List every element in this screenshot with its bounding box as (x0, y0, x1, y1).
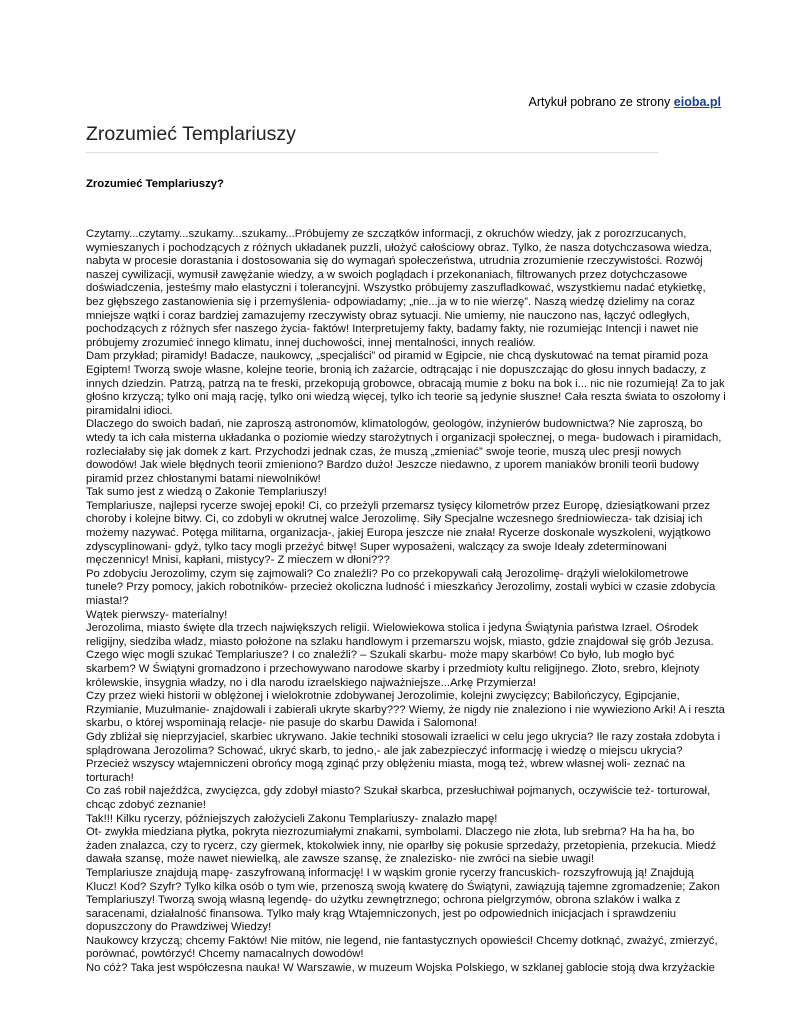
paragraph: Ot- zwykła miedziana płytka, pokryta niezrozumiałymi znakami, symbolami. Dlaczego nie złota, lub srebrna? Ha ha ha, bo żaden znalazca, czy to rycerz, czy giermek, ktokolwiek inny, nie oparłby się pokusie sprzedaży, przetopienia, przekucia. Miedź dawała szansę, może nawet niewielką, ale zawsze szansę, że znalezisko- nie zwróci na siebie uwagi! (86, 826, 716, 866)
paragraph: Czytamy...czytamy...szukamy...szukamy...Próbujemy ze szczątków informacji, z okruchów wiedzy, jak z porozrzucanych, wymieszanych i pochodzących z różnych układanek puzzli, ułożyć całościowy obraz. Tylko, że nasza dotychczasowa wiedza, nabyta w procesie dorastania i dostosowania się do wymagań społeczeństwa, utrudnia zrozumienie rzeczywistości. Rozwój naszej cywilizacji, wymusił zawężanie wiedzy, a w swoich poglądach i przekonaniach, filtrowanych przez dotychczasowe doświadczenia, jesteśmy mało elastyczni i tolerancyjni. Wszystko próbujemy zaszufladkować, wszystkiemu nadać etykietkę, bez głębszego zastanowienia się i przemyślenia- odpowiadamy; „nie...ja w to nie wierzę”. Naszą wiedzę dzielimy na coraz mniejsze wątki i coraz bardziej zamazujemy rzeczywisty obraz sytuacji. Nie umiemy, nie nauczono nas, łączyć odległych, pochodzących z różnych sfer naszego życia- faktów! Interpretujemy fakty, badamy fakty, nie rozumiejąc Intencji i nawet nie próbujemy zrozumieć innego klimatu, innej duchowości, innej mentalności, innych realiów. (86, 228, 712, 349)
paragraph: Dlaczego do swoich badań, nie zaproszą astronomów, klimatologów, geologów, inżynierów budownictwa? Nie zaproszą, bo wtedy ta ich cała misterna układanka o poziomie wiedzy starożytnych i organizacji społecznej, o mega- budowach i piramidach, rozleciałaby się jak domek z kart. Przychodzi jednak czas, że muszą „zmieniać” swoje teorie, muszą ulec presji nowych dowodów! Jak wiele błędnych teorii zmieniono? Bardzo dużo! Jeszcze niedawno, z uporem maniaków bronili teorii budowy piramid przez chłostanymi batami niewolników! (86, 418, 722, 485)
paragraph: Dam przykład; piramidy! Badacze, naukowcy, „specjaliści” od piramid w Egipcie, nie chcą dyskutować na temat piramid poza Egiptem! Tworzą swoje własne, kolejne teorie, bronią ich zażarcie, odtrącając i nie dopuszczając do głosu innych badaczy, z innych dziedzin. Patrzą, patrzą na te freski, przekopują grobowce, obracają mumie z boku na bok i... nic nie rozumieją! Za to jak głośno krzyczą; tylko oni mają rację, tylko oni wiedzą więcej, tylko ich teorie są jedynie słuszne! Cała reszta świata to oszołomy i piramidalni idioci. (86, 350, 726, 417)
paragraph: Tak sumo jest z wiedzą o Zakonie Templariuszy! (86, 486, 327, 499)
paragraph: Czy przez wieki historii w oblężonej i wielokrotnie zdobywanej Jerozolimie, kolejni zwycięzcy; Babilończycy, Egipcjanie, Rzymianie, Muzułmanie- znajdowali i zabierali ukryte skarby??? Wiemy, że nigdy nie znaleziono i nie wywieziono Arki! A i reszta skarbu, o której wspominają relacje- nie pasuje do skarbu Dawida i Salomona! (86, 690, 725, 730)
article-title: Zrozumieć Templariuszy (86, 123, 296, 145)
paragraph: Tak!!! Kilku rycerzy, późniejszych założycieli Zakonu Templariuszy- znalazło mapę! (86, 812, 498, 825)
source-attribution (529, 95, 721, 109)
paragraph: Jerozolima, miasto święte dla trzech największych religii. Wielowiekowa stolica i jedyna Świątynia państwa Izrael. Ośrodek religijny, siedziba władz, miasto położone na szlaku handlowym i przemarszu wojsk, miasto, gdzie znajdował się grób Jezusa. Czego więc mogli szukać Templariusze? I co znaleźli? – Szukali skarbu- może mapy skarbów! Co było, lub mogło być skarbem? W Świątyni gromadzono i przechowywano narodowe skarby i przedmioty kultu religijnego. Złoto, srebro, klejnoty królewskie, insygnia władzy, no i dla narodu izraelskiego najważniejsze...Arkę Przymierza! (86, 622, 714, 689)
paragraph: Wątek pierwszy- materialny! (86, 608, 228, 621)
source-prefix: Artykuł pobrano ze strony (528, 95, 674, 109)
paragraph: Templariusze znajdują mapę- zaszyfrowaną informację! I w wąskim gronie rycerzy francuskich- rozszyfrowują ją! Znajdują Klucz! Kod? Szyfr? Tylko kilka osób o tym wie, przenoszą swoją kwaterę do Świątyni, zawiązują tajemne zgromadzenie; Zakon Templariuszy! Tworzą swoją własną legendę- do użytku zewnętrznego; ochrona pielgrzymów, obrona szlaków i walka z saracenami, działalność finansowa. Tylko mały krąg Wtajemniczonych, jest po odpowiednich inicjacjach i sprawdzeniu dopuszczony do Prawdziwej Wiedzy! (86, 866, 720, 934)
article-body (86, 228, 726, 976)
paragraph: Templariusze, najlepsi rycerze swojej epoki! Ci, co przeżyli przemarsz tysięcy kilometrów przez Europę, dziesiątkowani przez choroby i kolejne bitwy. Ci, co zdobyli w okrutnej walce Jerozolimę. Siły Specjalne wczesnego średniowiecza- tak dzisiaj ich możemy nazywać. Potęga militarna, organizacja-, jakiej Europa jeszcze nie znała! Rycerze doskonale wyszkoleni, wyjątkowo zdyscyplinowani- gdyż, tylko tacy mogli przeżyć bitwę! Super wyposażeni, walczący za swoje Ideały zdeterminowani męczennicy! Mnisi, kapłani, mistycy?- Z mieczem w dłoni??? (86, 499, 711, 567)
paragraph: No cóż? Taka jest współczesna nauka! W Warszawie, w muzeum Wojska Polskiego, w szklanej gablocie stoją dwa krzyżackie (86, 962, 715, 975)
source-link[interactable]: eioba.pl (673, 95, 721, 109)
title-divider (86, 152, 658, 153)
paragraph: Naukowcy krzyczą; chcemy Faktów! Nie mitów, nie legend, nie fantastycznych opowieści! Chcemy dotknąć, zważyć, zmierzyć, porównać, powtórzyć! Chcemy namacalnych dowodów! (86, 934, 718, 961)
paragraph: Co zaś robił najeźdźca, zwycięzca, gdy zdobył miasto? Szukał skarbca, przesłuchiwał pojmanych, oczywiście też- torturował, chcąc zdobyć zeznanie! (86, 785, 711, 811)
paragraph: Po zdobyciu Jerozolimy, czym się zajmowali? Co znaleźli? Po co przekopywali całą Jerozolimę- drążyli wielokilometrowe tunele? Przy pomocy, jakich robotników- przecież okoliczna ludność i mieszkańcy Jerozolimy, zostali wybici w czasie zdobycia miasta!? (86, 567, 716, 608)
paragraph: Gdy zbliżał się nieprzyjaciel, skarbiec ukrywano. Jakie techniki stosowali izraelici w celu jego ukrycia? Ile razy została zdobyta i splądrowana Jerozolima? Schować, ukryć skarb, to jedno,- ale jak zabezpieczyć informację i wiedzę o miejscu ukrycia? Przecież wszyscy wtajemniczeni obrońcy mogą zginąć przy oblężeniu miasta, mogą też, wbrew własnej woli- zeznać na torturach! (86, 730, 721, 784)
article-subheading: Zrozumieć Templariuszy? (86, 178, 224, 190)
